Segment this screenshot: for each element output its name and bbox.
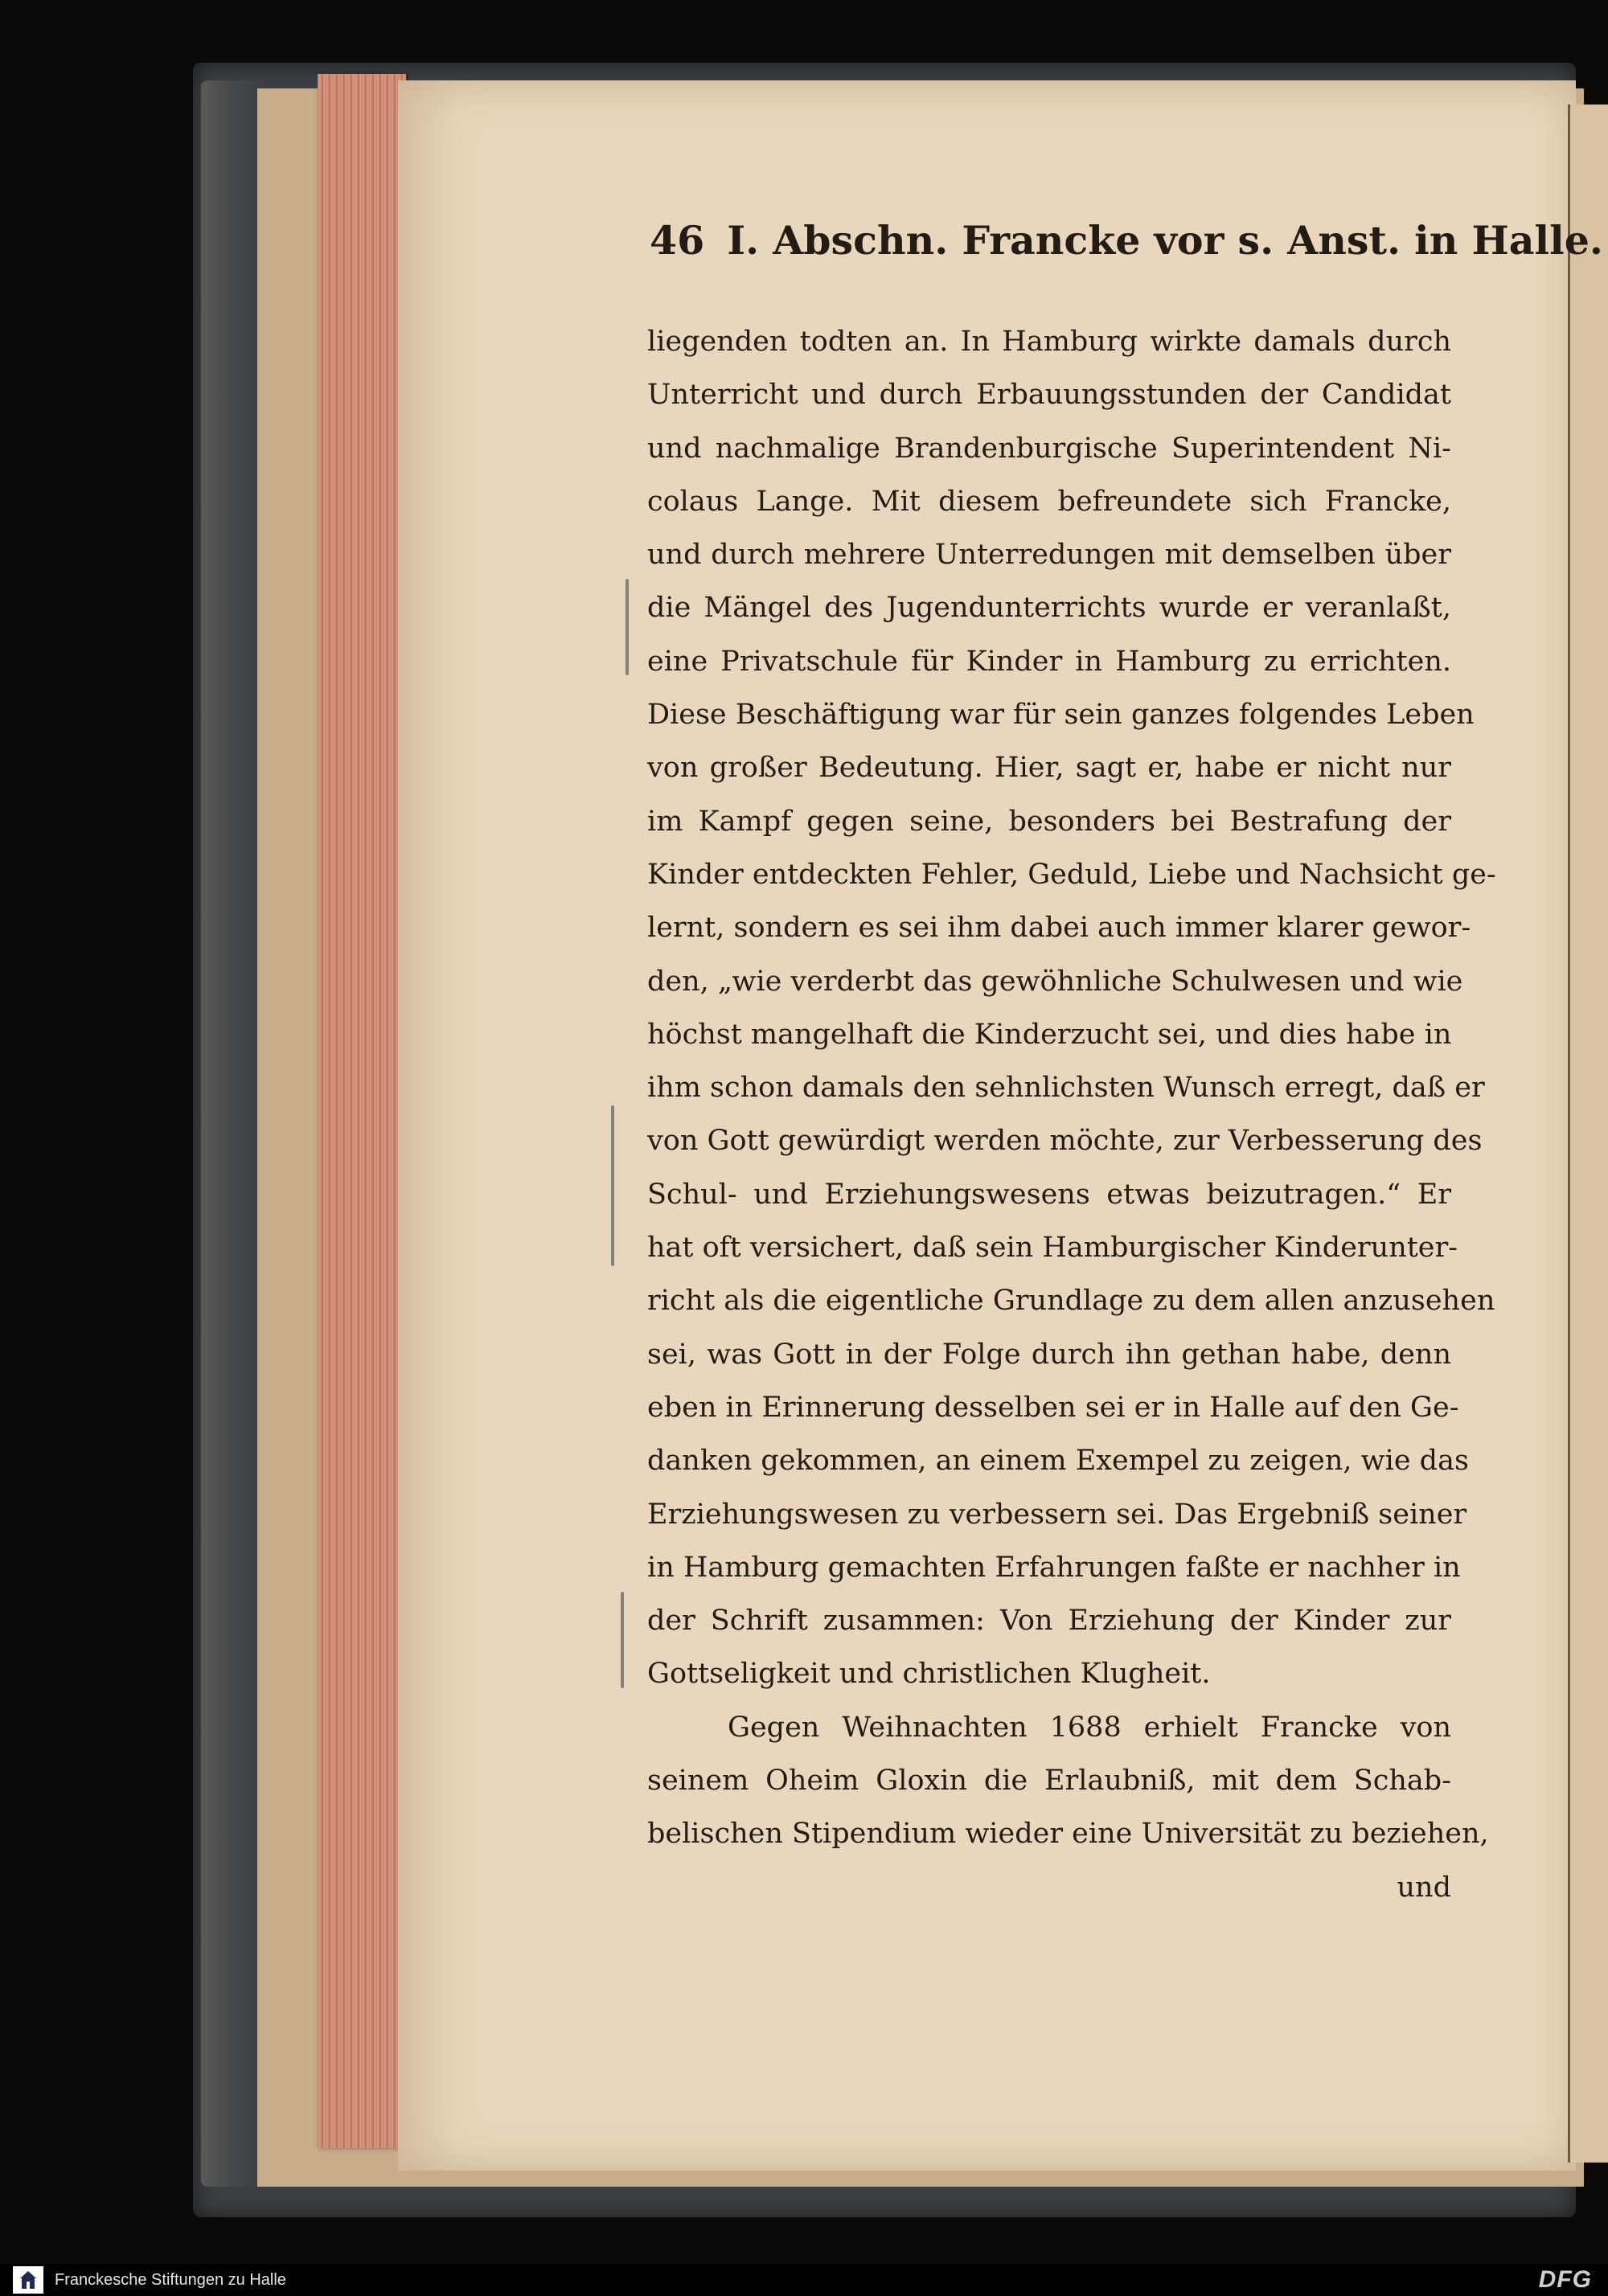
text-line: belischen Stipendium wieder eine Universität zu beziehen, xyxy=(647,1818,1489,1851)
text-line: Unterricht und durch Erbauungsstunden der Candidat xyxy=(647,379,1451,412)
text-line: Kinder entdeckten Fehler, Geduld, Liebe und Nachsicht ge- xyxy=(647,858,1496,891)
text-line: Diese Beschäftigung war für sein ganzes folgendes Leben xyxy=(647,699,1475,732)
text-line: Gegen Weihnachten 1688 erhielt Francke von xyxy=(728,1711,1451,1744)
text-line: hat oft versichert, daß sein Hamburgischer Kinderunter- xyxy=(647,1232,1458,1265)
institution-logo-icon xyxy=(13,2266,43,2294)
text-line: der Schrift zusammen: Von Erziehung der Kinder zur xyxy=(647,1605,1451,1638)
dfg-logo: DFG xyxy=(1538,2266,1592,2293)
text-line: seinem Oheim Gloxin die Erlaubniß, mit dem Schab- xyxy=(647,1765,1451,1798)
viewer-footer xyxy=(0,2264,1608,2296)
catchword: und xyxy=(1397,1871,1451,1904)
facing-page-edge xyxy=(1568,105,1608,2163)
text-line: und nachmalige Brandenburgische Superintendent Ni- xyxy=(647,432,1451,465)
text-line: im Kampf gegen seine, besonders bei Bestrafung der xyxy=(647,805,1451,838)
text-line: den, „wie verderbt das gewöhnliche Schulwesen und wie xyxy=(647,965,1463,998)
text-line: colaus Lange. Mit diesem befreundete sich Francke, xyxy=(647,485,1451,518)
text-line: Gottseligkeit und christlichen Klugheit. xyxy=(647,1658,1211,1691)
running-header xyxy=(650,217,1603,289)
red-page-edges xyxy=(318,74,406,2148)
text-line: eine Privatschule für Kinder in Hamburg zu errichten. xyxy=(647,645,1451,678)
margin-pencil-mark xyxy=(626,579,629,675)
margin-pencil-mark xyxy=(621,1592,624,1688)
page-body-text xyxy=(647,315,1496,1914)
text-line: und durch mehrere Unterredungen mit demselben über xyxy=(647,539,1451,572)
text-line: Schul- und Erziehungswesens etwas beizutragen.“ Er xyxy=(647,1178,1451,1211)
page-number: 46 xyxy=(650,217,705,264)
running-title: I. Abschn. Francke vor s. Anst. in Halle. xyxy=(727,217,1603,264)
text-line: lernt, sondern es sei ihm dabei auch immer klarer gewor- xyxy=(647,912,1471,945)
text-line: von Gott gewürdigt werden möchte, zur Verbesserung des xyxy=(647,1125,1483,1158)
text-line: von großer Bedeutung. Hier, sagt er, habe er nicht nur xyxy=(647,752,1451,785)
text-line: in Hamburg gemachten Erfahrungen faßte er nachher in xyxy=(647,1551,1461,1584)
text-line: eben in Erinnerung desselben sei er in Halle auf den Ge- xyxy=(647,1391,1459,1424)
text-line: richt als die eigentliche Grundlage zu dem allen anzusehen xyxy=(647,1285,1495,1318)
margin-pencil-mark xyxy=(611,1105,614,1266)
text-line: Erziehungswesen zu verbessern sei. Das Ergebniß seiner xyxy=(647,1498,1467,1531)
text-line: liegenden todten an. In Hamburg wirkte damals durch xyxy=(647,326,1451,358)
text-line: höchst mangelhaft die Kinderzucht sei, und dies habe in xyxy=(647,1018,1452,1051)
text-line: ihm schon damals den sehnlichsten Wunsch erregt, daß er xyxy=(647,1072,1485,1105)
text-line: danken gekommen, an einem Exempel zu zeigen, wie das xyxy=(647,1445,1469,1478)
institution-name: Franckesche Stiftungen zu Halle xyxy=(55,2270,286,2289)
text-line: die Mängel des Jugendunterrichts wurde er veranlaßt, xyxy=(647,592,1451,625)
text-line: sei, was Gott in der Folge durch ihn gethan habe, denn xyxy=(647,1338,1451,1371)
